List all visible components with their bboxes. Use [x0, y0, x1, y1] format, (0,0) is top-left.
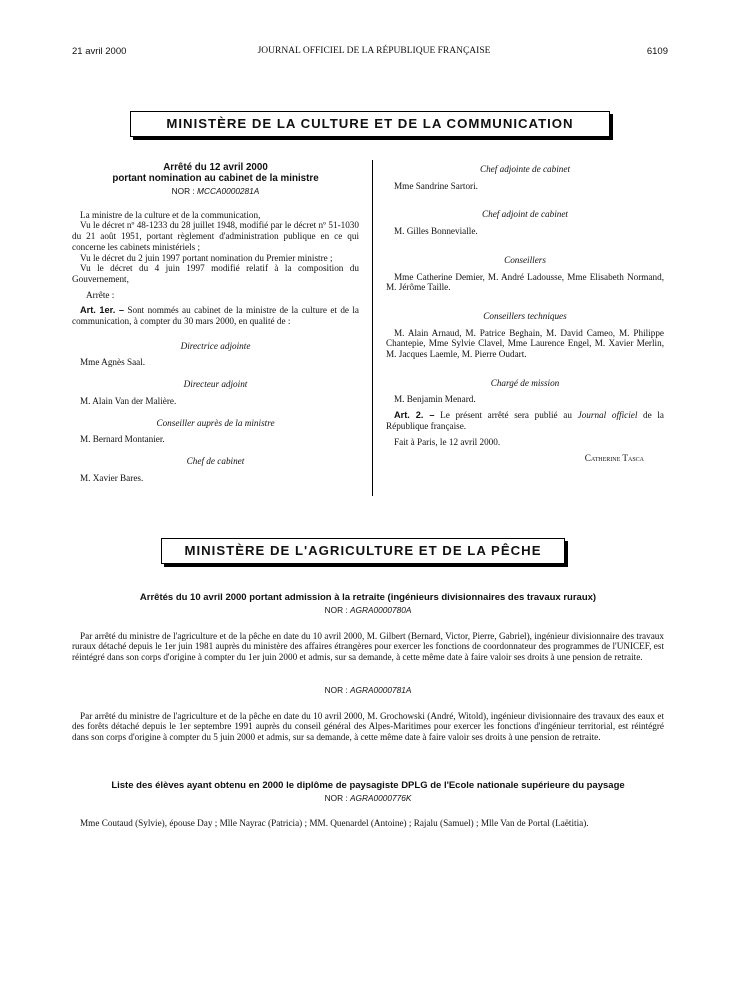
article-1: Art. 1er. – Sont nommés au cabinet de la ministre de la culture et de la communication, à compter du 30 mars 2000, en qualité de :: [72, 305, 359, 327]
nor-reference: NOR : AGRA0000780A: [324, 605, 412, 615]
nor-reference: NOR : AGRA0000781A: [324, 684, 412, 695]
arrete-right-column: [386, 162, 664, 464]
role-heading: Chef adjointe de cabinet: [479, 164, 571, 174]
nor-reference: NOR : MCCA0000281A: [171, 186, 260, 196]
arretes-retraite-title: Arrêtés du 10 avril 2000 portant admission à la retraite (ingénieurs divisionnaires des travaux ruraux): [139, 592, 597, 603]
visa-2: Vu le décret du 2 juin 1997 portant nomination du Premier ministre ;: [80, 252, 333, 263]
role-names: M. Gilles Bonnevialle.: [394, 226, 478, 237]
header-date: 21 avril 2000: [72, 46, 127, 57]
visa-3: Vu le décret du 4 juin 1997 modifié relatif à la composition du Gouvernement,: [72, 263, 359, 284]
role-names: M. Bernard Montanier.: [80, 434, 165, 445]
nor-reference: NOR : AGRA0000776K: [324, 793, 412, 803]
liste-title: Liste des élèves ayant obtenu en 2000 le diplôme de paysagiste DPLG de l'Ecole nationale supérieure du paysage: [111, 780, 625, 791]
role-heading: Chef adjoint de cabinet: [482, 209, 568, 220]
liste-paysagistes-section: [72, 780, 664, 828]
role-names: Mme Sandrine Sartori.: [394, 180, 478, 191]
role-names: Mme Catherine Demier, M. André Ladousse, Mme Elisabeth Normand, M. Jérôme Taille.: [386, 271, 664, 293]
role-heading: Conseillers: [504, 254, 546, 265]
role-names: M. Xavier Bares.: [80, 472, 144, 483]
ministry-agriculture-heading: MINISTÈRE DE L'AGRICULTURE ET DE LA PÊCHE: [161, 538, 565, 564]
role-heading: Conseillers techniques: [483, 310, 567, 321]
column-divider: [372, 160, 373, 496]
arrete-paragraph-1: Par arrêté du ministre de l'agriculture et de la pêche en date du 10 avril 2000, M. Gilbert (Bernard, Victor, Pierre, Gabriel), ingénieur divisionnaire des travaux ruraux détaché depuis le 1er juin 1981 auprès du ministère des affaires étrangères pour exercer les fonctions de coordonnateur des programmes de l'UNICEF, est réintégré dans son corps d'origine à compter du 1er juin 2000 et admis, sur sa demande, à cette même date à faire valoir ses droits à une pension de retraite.: [72, 630, 664, 663]
liste-names: Mme Coutaud (Sylvie), épouse Day ; Mlle Nayrac (Patricia) ; MM. Quenardel (Antoine) ; Rajalu (Samuel) ; Mlle Van de Portal (Laëtitia).: [80, 817, 589, 828]
role-heading: Directrice adjointe: [180, 340, 251, 351]
role-heading: Directeur adjoint: [183, 379, 248, 390]
role-heading: Conseiller auprès de la ministre: [156, 417, 275, 428]
role-heading: Chef de cabinet: [186, 455, 245, 466]
arrete-intro: La ministre de la culture et de la communication,: [80, 209, 261, 220]
arrete-title-line1: Arrêté du 12 avril 2000: [163, 162, 268, 173]
role-names: Mme Agnès Saal.: [80, 357, 146, 368]
role-names: M. Alain Van der Malière.: [80, 395, 177, 406]
journal-title: JOURNAL OFFICIEL DE LA RÉPUBLIQUE FRANÇAISE: [257, 46, 491, 56]
page-number: 6109: [646, 46, 668, 57]
visa-1: Vu le décret nº 48-1233 du 28 juillet 1948, modifié par le décret nº 51-1030 du 21 août 1951, portant règlement d'administration publique en ce qui concerne les cabinets ministériels ;: [72, 220, 359, 252]
arrete-left-column: [72, 162, 359, 483]
signature: Catherine Tasca: [584, 453, 644, 464]
role-names: M. Benjamin Menard.: [394, 394, 476, 405]
arrete-verb: Arrête :: [86, 289, 115, 300]
article-2: Art. 2. – Le présent arrêté sera publié au Journal officiel de la République française.: [386, 410, 665, 431]
arrete-paragraph-2: Par arrêté du ministre de l'agriculture et de la pêche en date du 10 avril 2000, M. Grochowski (André, Witold), ingénieur divisionnaire des travaux des eaux et des forêts détaché depuis le 1er septembre 1991 auprès du conseil général des Alpes-Maritimes pour exercer les fonctions d'ingénieur territorial, est réintégré dans son corps d'origine à compter du 5 juin 2000 et admis, sur sa demande, à cette même date à faire valoir ses droits à une pension de retraite.: [72, 710, 664, 742]
role-names: M. Alain Arnaud, M. Patrice Beghain, M. David Cameo, M. Philippe Chantepie, Mme Sylvie Clavel, Mme Laurence Engel, M. Xavier Merlin, M. Jacques Laemle, M. Pierre Oudart.: [386, 327, 664, 360]
ministry-culture-heading: MINISTÈRE DE LA CULTURE ET DE LA COMMUNICATION: [130, 111, 610, 137]
role-heading: Chargé de mission: [490, 377, 560, 388]
fait-a-paris: Fait à Paris, le 12 avril 2000.: [394, 436, 501, 447]
arrete-title-line2: portant nomination au cabinet de la ministre: [112, 173, 319, 184]
arretes-retraite-section: [72, 592, 664, 743]
